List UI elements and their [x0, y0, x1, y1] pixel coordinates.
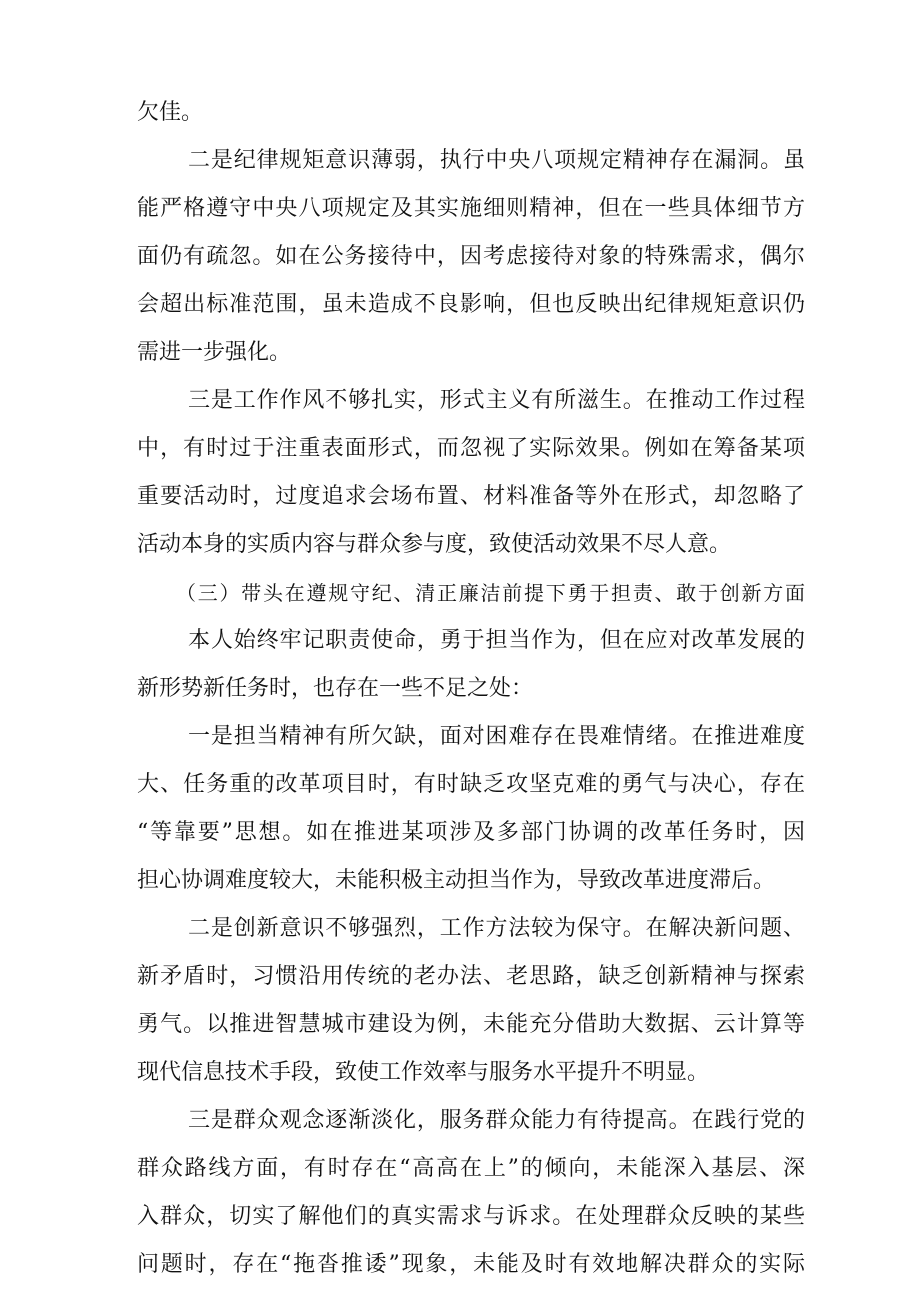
- text-line: 欠佳。: [137, 100, 204, 125]
- text-line: 新形势新任务时，也存在一些不足之处：: [137, 676, 534, 701]
- text-line: 一是担当精神有所欠缺，面对困难存在畏难情绪。在推进难度: [188, 724, 805, 749]
- text-line: 会超出标准范围，虽未造成不良影响，但也反映出纪律规矩意识仍: [137, 292, 805, 317]
- text-line: 入群众，切实了解他们的真实需求与诉求。在处理群众反映的某些: [137, 1204, 805, 1229]
- text-line: “等靠要”思想。如在推进某项涉及多部门协调的改革任务时，因: [137, 820, 805, 845]
- text-line: 担心协调难度较大，未能积极主动担当作为，导致改革进度滞后。: [137, 868, 776, 893]
- text-line: 勇气。以推进智慧城市建设为例，未能充分借助大数据、云计算等: [137, 1012, 805, 1037]
- section-heading: （三）带头在遵规守纪、清正廉洁前提下勇于担责、敢于创新方面: [176, 581, 805, 605]
- text-line: 现代信息技术手段，致使工作效率与服务水平提升不明显。: [137, 1060, 710, 1085]
- text-line: 本人始终牢记职责使命，勇于担当作为，但在应对改革发展的: [188, 628, 805, 653]
- text-line: 重要活动时，过度追求会场布置、材料准备等外在形式，却忽略了: [137, 484, 805, 509]
- text-line: 活动本身的实质内容与群众参与度，致使活动效果不尽人意。: [137, 532, 732, 557]
- text-line: 中，有时过于注重表面形式，而忽视了实际效果。例如在筹备某项: [137, 436, 805, 461]
- text-line: 三是群众观念逐渐淡化，服务群众能力有待提高。在践行党的: [188, 1108, 805, 1133]
- text-line: 三是工作作风不够扎实，形式主义有所滋生。在推动工作过程: [188, 388, 805, 413]
- text-line: 二是纪律规矩意识薄弱，执行中央八项规定精神存在漏洞。虽: [188, 148, 805, 173]
- text-line: 大、任务重的改革项目时，有时缺乏攻坚克难的勇气与决心，存在: [137, 772, 805, 797]
- text-line: 能严格遵守中央八项规定及其实施细则精神，但在一些具体细节方: [137, 196, 805, 221]
- text-line: 面仍有疏忽。如在公务接待中，因考虑接待对象的特殊需求，偶尔: [137, 244, 805, 269]
- text-line: 新矛盾时，习惯沿用传统的老办法、老思路，缺乏创新精神与探索: [137, 964, 805, 989]
- text-line: 群众路线方面，有时存在“高高在上”的倾向，未能深入基层、深: [137, 1156, 805, 1181]
- text-line: 问题时，存在“拖沓推诿”现象，未能及时有效地解决群众的实际: [137, 1252, 805, 1277]
- text-line: 二是创新意识不够强烈，工作方法较为保守。在解决新问题、: [188, 916, 805, 941]
- text-line: 需进一步强化。: [137, 340, 292, 365]
